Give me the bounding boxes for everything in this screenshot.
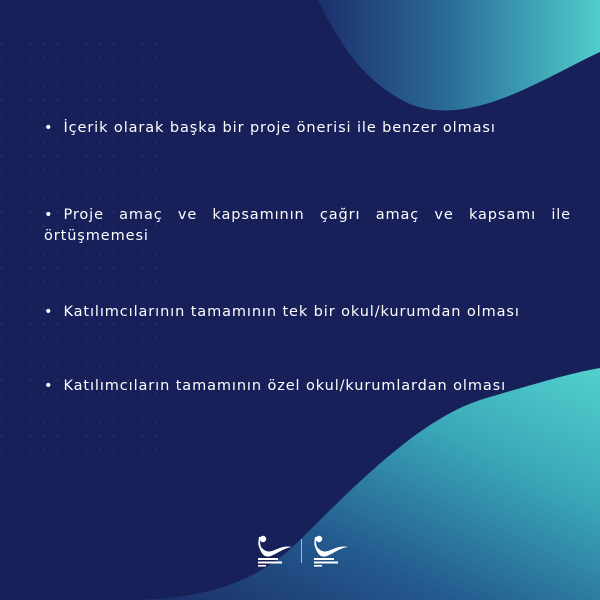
destek-programlari-logo (310, 533, 350, 569)
destek-programlari-logo (254, 533, 294, 569)
list-item-text: Katılımcıların tamamının özel okul/kurumlardan olması (63, 378, 507, 394)
bottom-wave (120, 368, 600, 600)
list-item-text: Katılımcılarının tamamının tek bir okul/kurumdan olması (63, 304, 520, 320)
criteria-list (44, 118, 571, 397)
list-item (44, 205, 571, 247)
bullet-dot: • (44, 304, 54, 320)
list-item (44, 376, 571, 397)
bullet-dot: • (44, 207, 54, 223)
list-item (44, 302, 571, 323)
list-item (44, 118, 571, 139)
footer-logos (254, 533, 350, 569)
bullet-dot: • (44, 378, 54, 394)
logo-divider (301, 539, 302, 563)
bullet-dot: • (44, 120, 54, 136)
list-item-text: İçerik olarak başka bir proje önerisi ile benzer olması (63, 120, 496, 136)
list-item-text: Proje amaç ve kapsamının çağrı amaç ve kapsamı ile örtüşmemesi (44, 207, 571, 244)
top-wave (318, 0, 600, 111)
